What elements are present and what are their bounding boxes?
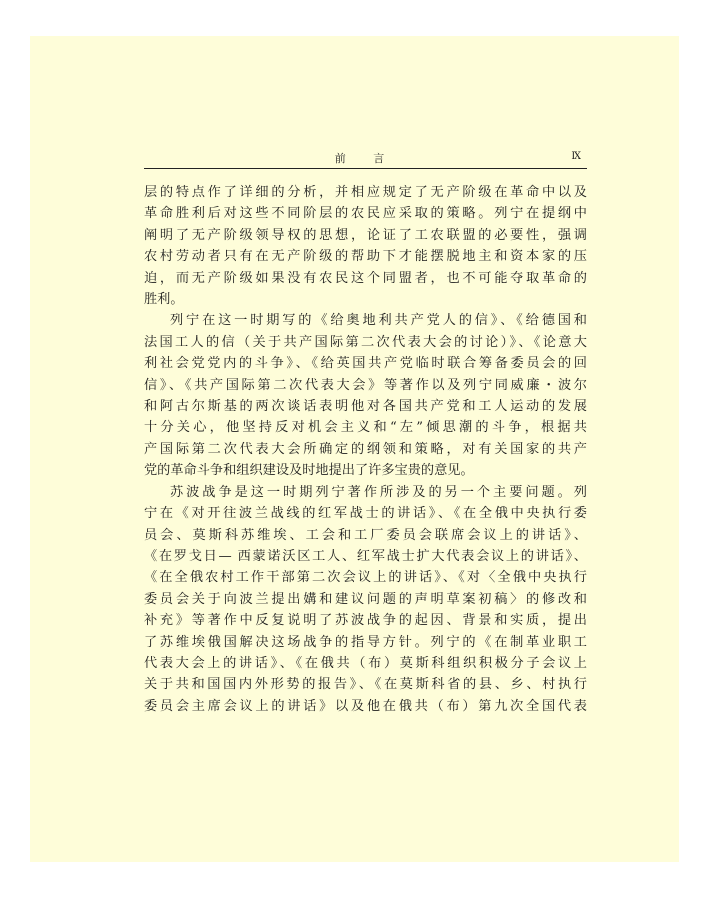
- text-line: 委员会关于向波兰提出媾和建议问题的声明草案初稿〉的修改和: [144, 591, 587, 607]
- text-line: 党的革命斗争和组织建设及时地提出了许多宝贵的意见。: [144, 463, 474, 479]
- text-line: 信》、《共产国际第二次代表大会》等著作以及列宁同威廉・波尔: [144, 377, 587, 393]
- text-line: 层的特点作了详细的分析，并相应规定了无产阶级在革命中以及: [144, 185, 587, 200]
- text-line: 委员会主席会议上的讲话》以及他在俄共（布）第九次全国代表: [144, 698, 587, 714]
- text-line: 和阿古尔斯基的两次谈话表明他对各国共产党和工人运动的发展: [144, 399, 587, 415]
- text-line: 宁在《对开往波兰战线的红军战士的讲话》、《在全俄中央执行委: [144, 506, 587, 522]
- text-line: 《在罗戈日— 西蒙诺沃区工人、红军战士扩大代表会议上的讲话》、: [144, 548, 587, 564]
- text-line: 十分关心，他坚持反对机会主义和“左”倾思潮的斗争，根据共: [144, 420, 587, 436]
- text-line: 《在全俄农村工作干部第二次会议上的讲话》、《对〈全俄中央执行: [144, 570, 587, 586]
- text-line: 阐明了无产阶级领导权的思想，论证了工农联盟的必要性，强调: [144, 227, 587, 243]
- text-line: 苏波战争是这一时期列宁著作所涉及的另一个主要问题。列: [170, 484, 587, 500]
- body-text: [144, 182, 587, 717]
- text-line: 代表大会上的讲话》、《在俄共（布）莫斯科组织积极分子会议上: [144, 655, 587, 671]
- text-line: 革命胜利后对这些不同阶层的农民应采取的策略。列宁在提纲中: [144, 206, 587, 222]
- text-line: 胜利。: [144, 292, 184, 308]
- text-line: 关于共和国国内外形势的报告》、《在莫斯科省的县、乡、村执行: [144, 677, 587, 693]
- text-line: 迫，而无产阶级如果没有农民这个同盟者，也不可能夺取革命的: [144, 270, 587, 286]
- text-line: 法国工人的信（关于共产国际第二次代表大会的讨论）》、《论意大: [144, 334, 587, 350]
- text-line: 补充》等著作中反复说明了苏波战争的起因、背景和实质，提出: [144, 613, 587, 629]
- text-line: 利社会党党内的斗争》、《给英国共产党临时联合筹备委员会的回: [144, 356, 587, 372]
- text-line: 列宁在这一时期写的《给奥地利共产党人的信》、《给德国和: [170, 313, 587, 329]
- page-number: Ⅸ: [571, 151, 581, 162]
- text-line: 产国际第二次代表大会所确定的纲领和策略，对有关国家的共产: [144, 441, 587, 457]
- header-title: 前 言: [334, 152, 397, 165]
- text-line: 员会、莫斯科苏维埃、工会和工厂委员会联席会议上的讲话》、: [144, 527, 587, 543]
- running-header: [144, 148, 587, 169]
- text-line: 农村劳动者只有在无产阶级的帮助下才能摆脱地主和资本家的压: [144, 249, 587, 265]
- text-line: 了苏维埃俄国解决这场战争的指导方针。列宁的《在制革业职工: [144, 634, 587, 650]
